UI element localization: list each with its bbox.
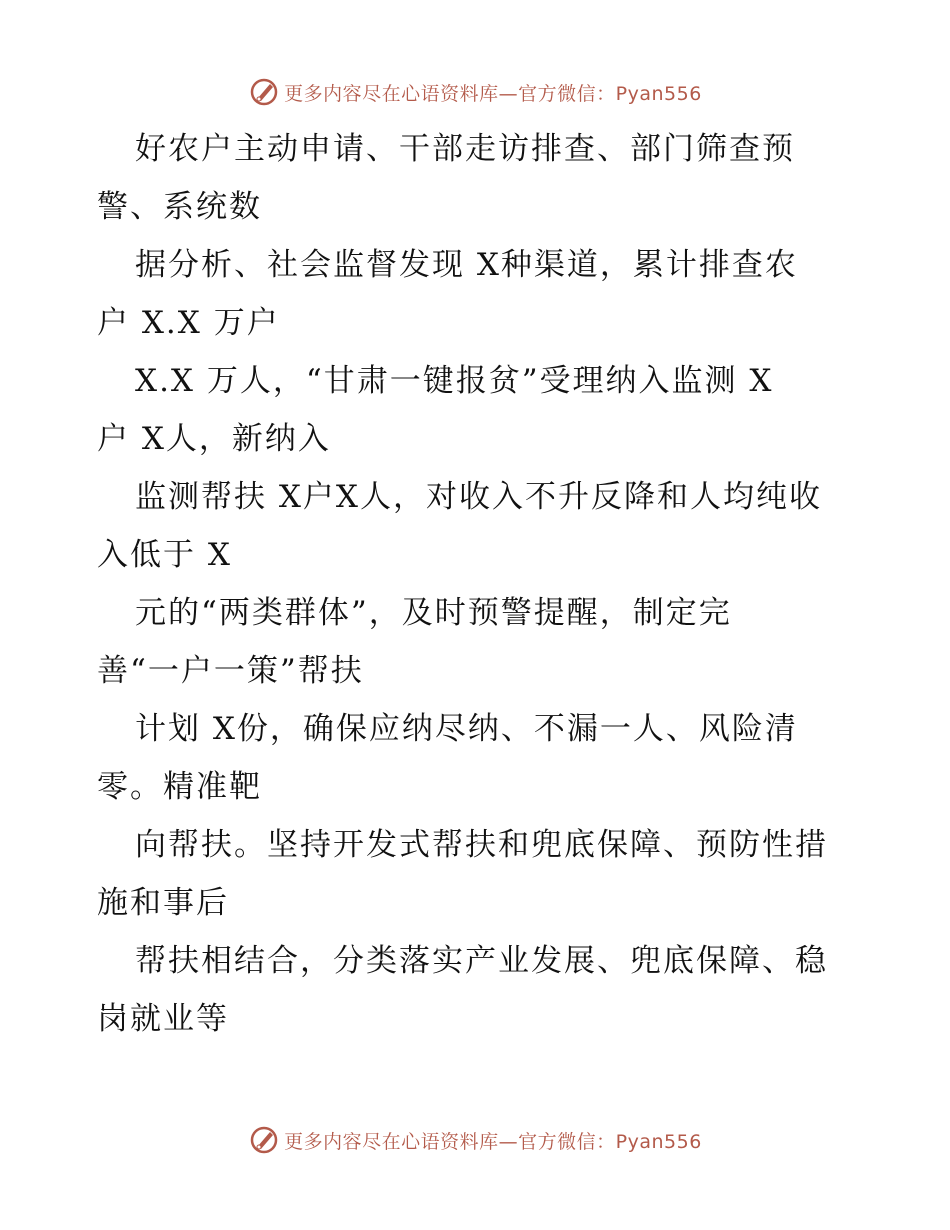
footer-banner-text: 更多内容尽在心语资料库—官方微信：Pyan556 <box>284 1130 702 1153</box>
body-line: 好农户主动申请、干部走访排查、部门筛查预 <box>135 131 795 167</box>
body-line: 施和事后 <box>97 885 229 921</box>
body-line: 据分析、社会监督发现 X种渠道，累计排查农 <box>135 247 798 283</box>
body-line: 向帮扶。坚持开发式帮扶和兜底保障、预防性措 <box>135 827 828 863</box>
body-line: 零。精准靶 <box>97 769 262 805</box>
body-line: 户 X人，新纳入 <box>97 421 331 457</box>
header-banner <box>0 72 950 112</box>
body-line: 警、系统数 <box>97 189 262 225</box>
pen-logo-icon <box>248 1124 280 1156</box>
header-banner-text: 更多内容尽在心语资料库—官方微信：Pyan556 <box>284 82 702 105</box>
footer-banner <box>0 1120 950 1160</box>
body-line: 元的“两类群体”，及时预警提醒，制定完 <box>135 595 732 631</box>
body-line: 善“一户一策”帮扶 <box>97 653 364 689</box>
body-line: 计划 X份，确保应纳尽纳、不漏一人、风险清 <box>135 711 798 747</box>
body-line: 户 X.X 万户 <box>97 305 280 341</box>
body-line: X.X 万人，“甘肃一键报贫”受理纳入监测 X <box>135 363 774 399</box>
body-line: 岗就业等 <box>97 1001 229 1037</box>
body-line: 帮扶相结合，分类落实产业发展、兜底保障、稳 <box>135 943 828 979</box>
body-line: 监测帮扶 X户X人，对收入不升反降和人均纯收 <box>135 479 822 515</box>
body-line: 入低于 X <box>97 537 232 573</box>
document-body <box>97 120 867 1048</box>
pen-logo-icon <box>248 76 280 108</box>
